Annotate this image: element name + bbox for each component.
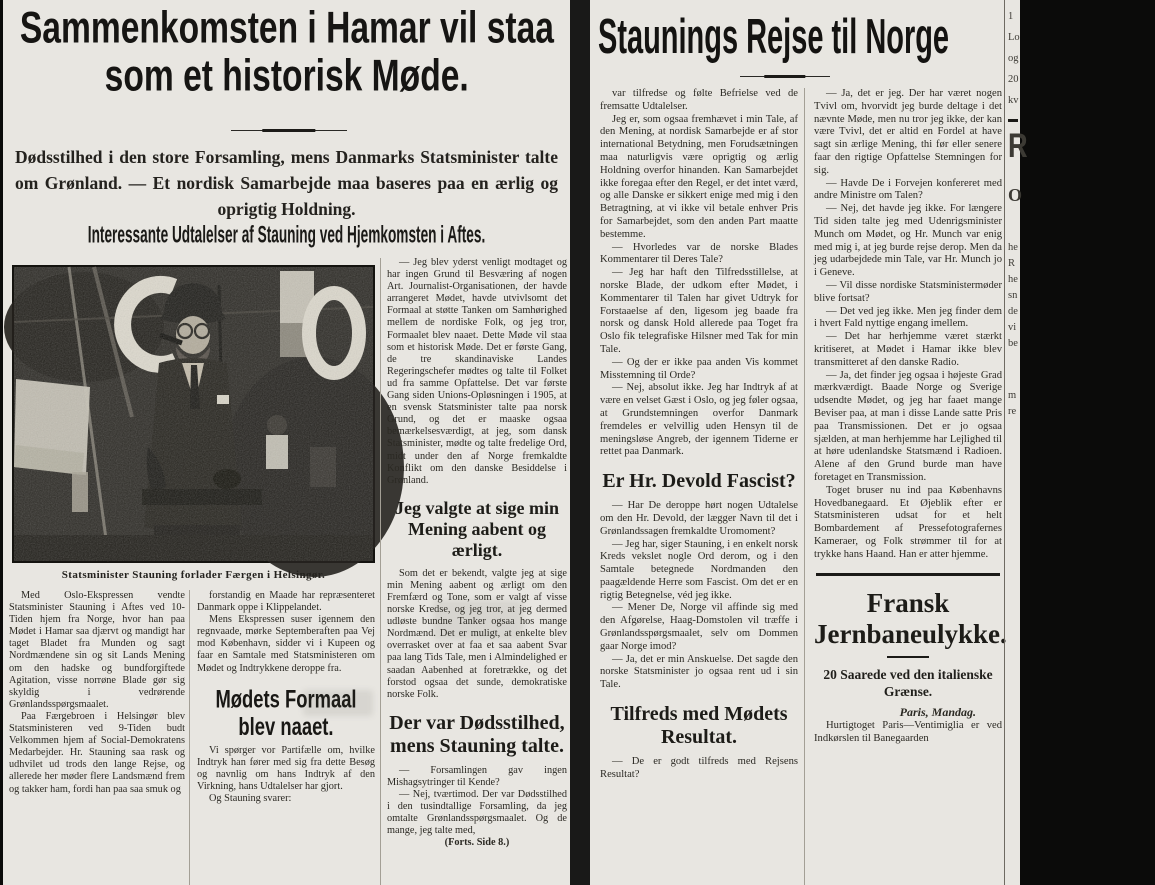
crosshead-dodsstilhed: Der var Dødsstilhed, mens Stauning talte. (389, 711, 565, 757)
photo-caption: Statsminister Stauning forlader Færgen i Helsingør. (61, 569, 326, 581)
paragraph: — Har De deroppe hørt nogen Udtalelse om den Hr. Devold, der lægger Navn til det i Grønlandssagen fremkaldte Uromoment? (600, 500, 798, 537)
paragraph: — Hvorledes var de norske Blades Kommentarer til Deres Tale? (600, 241, 798, 266)
page-fold-gutter (570, 0, 590, 885)
left-article-kicker: Interessante Udtalelser af Stauning ved Hjemkomsten i Aftes. (87, 220, 486, 248)
paragraph: forstandig en Maade har repræsenteret Danmark oppe i Klippelandet. (197, 590, 375, 614)
paragraph: — Ja, det finder jeg ogsaa i højeste Grad mærkværdigt. Baade Norge og Sverige udsendte Mødet, og jeg har faaet mange Beviser paa, at man i disse Lande satte Pris paa Transmissionen. Det er jo ogsaa sjælden, at man herhjemme har Lejlighed til at høre udenlandske Statsmænd i Radioen. Alene af den Grund burde man have foretaget en Transmission. (814, 369, 1002, 483)
edge-letter: O (1008, 185, 1023, 205)
paragraph: var tilfredse og følte Befrielse ved de fremsatte Udtalelser. (600, 88, 798, 112)
left-article-headline (3, 4, 570, 100)
left-article-kicker-row (3, 222, 570, 248)
print-bleed-artifact (433, 600, 523, 640)
headline-divider (740, 76, 830, 77)
edge-fragment: 1 Lo og 20 kv (1008, 11, 1020, 106)
paragraph: — Nej, absolut ikke. Jeg har Indtryk af at være en velset Gæst i Oslo, og jeg føler ogsaa, at Grundstemningen overfor Danmark fremdeles er velvillig uden Hensyn til de meningsløse Angreb, der igennem Tiderne er rettet paa Danmark. (600, 382, 798, 458)
paragraph: — Nej, tværtimod. Der var Dødsstilhed i den tusindtallige Forsamling, da jeg omtalte Grønlandsspørgsmaalet. Og de mange, jeg talte med, (387, 789, 567, 837)
crosshead-tilfreds-resultat: Tilfreds med Mødets Resultat. (610, 703, 788, 749)
edge-headline-letter: R (1008, 127, 1028, 165)
right-article-column-1 (600, 88, 798, 782)
left-article-column-3 (387, 257, 567, 849)
paragraph: — Vil disse nordiske Statsministermøder blive fortsat? (814, 279, 1002, 304)
paragraph: — Forsamlingen gav ingen Mishagsytringer til Kende? (387, 764, 567, 788)
print-bleed-artifact (303, 690, 373, 716)
paragraph: Vi spørger vor Partifælle om, hvilke Indtryk han fører med sig fra dette Besøg og navnlig om hans Indtryk af den Virkning, hans Udtalelser har gjort. (197, 744, 375, 792)
paragraph: Mens Ekspressen suser igennem den regnvaade, mørke Septemberaften paa Vej mod København, sidder vi i Kupeen og faar en Samtale med Statsministeren om Mødet og Indtrykkene deroppe fra. (197, 614, 375, 674)
paragraph: — Nej, det havde jeg ikke. For længere Tid siden talte jeg med Udenrigsminister Munch om Mødet, og Hr. Munch var enig med mig i, at jeg burde rejse derop. Men da jeg udarbejdede min Tale, var Hr. Munch jo i Geneve. (814, 203, 1002, 279)
paragraph: — De er godt tilfreds med Rejsens Resultat? (600, 756, 798, 780)
edge-fragment: m re (1008, 390, 1017, 417)
column-rule (380, 258, 381, 885)
french-article-headline: Fransk Jernbaneulykke. (814, 588, 1007, 650)
headline-line-1: Sammenkomsten i Hamar vil staa (19, 3, 554, 53)
paragraph: — Det har herhjemme været stærkt kritiseret, at Mødet i Hamar ikke blev transmitteret af den danske Radio. (814, 331, 1002, 368)
left-newspaper-page (3, 0, 570, 885)
paragraph: Jeg er, som ogsaa fremhævet i min Tale, af den Mening, at nordisk Samarbejde er af stor international Betydning, men Forudsætningen maa naturligvis være oprigtig og ærlig Holdning overfor hinanden. Kan Samarbejdet ikke foregaa efter den Regel, er det intet værd, og alle Danske er sikkert enige med mig i den Betragtning, at vi ikke vil betale enhver Pris for Samarbejdet, som den anden Part maatte bestemme. (600, 113, 798, 240)
continuation-note: (Forts. Side 8.) (444, 837, 510, 849)
paragraph: — Og der er ikke paa anden Vis kommet Misstemning til Orde? (600, 356, 798, 381)
edge-fragment: he R he sn de vi be (1008, 242, 1018, 349)
crosshead-devold-fascist: Er Hr. Devold Fascist? (602, 470, 796, 493)
column-rule (804, 88, 805, 885)
headline-dash (887, 656, 929, 658)
paragraph: — Det ved jeg ikke. Men jeg finder dem i hvert Fald nyttige engang imellem. (814, 305, 1002, 330)
headline-divider (231, 130, 347, 131)
paragraph: — Havde De i Forvejen konfereret med andre Ministre om Talen? (814, 177, 1002, 202)
crosshead-modets-formaal: Mødets Formaal blev naaet. (215, 684, 357, 741)
article-separator-rule (816, 573, 1000, 576)
right-newspaper-page (590, 0, 1028, 885)
paragraph: — Jeg har, siger Stauning, i en enkelt norsk Kreds vekslet nogle Ord derom, og i den Samtale betegnede Nordmanden den paagældende Herre som Fascist. Om det er en rigtig Betegnelse, véd jeg ikke. (600, 538, 798, 601)
right-article-headline: Staunings Rejse til Norge (598, 8, 950, 64)
paragraph: Som det er bekendt, valgte jeg at sige min Mening aabent og ærligt om den Fremfærd og Tone, som er valgt af visse norske Kredse, og jeg tror, at jeg dermed udløste bundne Tanker ogsaa hos mange Nordmænd. Det er muligt, at enkelte blev overrasket over at faa et saa aabent Svar paa lang Tids Tale, men i Almindelighed er saadan Aabenhed at foretrække, og det forstod ogsaa det sunde, demokratiske norske Folk. (387, 567, 567, 700)
paragraph: — Ja, det er jeg. Der har været nogen Tvivl om, hvorvidt jeg burde deltage i det nævnte Møde, men nu tror jeg ikke, der kan være Tvivl, det er altid en Fordel at have sagt sin ærlige Mening, thi før eller senere faar den rigtige Opfattelse Stemningen for sig. (814, 88, 1002, 176)
cut-off-edge-column (1004, 0, 1028, 885)
stauning-ferry-photo (12, 265, 375, 563)
french-article-subhead: 20 Saarede ved den italienske Grænse. (823, 667, 993, 700)
right-article-column-2 (814, 88, 1007, 746)
paragraph: Toget bruser nu ind paa Københavns Hovedbanegaard. Et Øjeblik efter er Statsministeren udsat for et helt Bombardement af Pressefotografernes Kameraer, og Folk strømmer til for at trykke hans Haand. Han er atter hjemme. (814, 484, 1002, 560)
paragraph: — Ja, det er min Anskuelse. Det sagde den norske Statsminister jo ogsaa rent ud i sin Tale. (600, 653, 798, 691)
column-rule (189, 590, 190, 885)
paragraph: — Jeg har haft den Tilfredsstillelse, at norske Blade, der udkom efter Mødet, i Kommentarer til Talen har givet Udtryk for Forstaaelse af den, ligesom jeg baade fra norsk og dansk Hold allerede paa Toget fra Oslo fik telegrafiske Hilsner med Tak for min Tale. (600, 267, 798, 355)
paragraph: Og Stauning svarer: (209, 793, 292, 805)
crosshead-jeg-valgte: Jeg valgte at sige min Mening aabent og ærligt. (395, 497, 559, 560)
photo-illustration (14, 267, 373, 561)
edge-dash (1008, 119, 1018, 122)
paragraph: Paa Færgebroen i Helsingør blev Statsministeren ved 9-Tiden budt Velkommen hjem af Social-Demokratens Medarbejder. Hr. Stauning saa rask og udhvilet ud trods den lange Rejse, og allerede her møder flere Landsmænd frem og takker ham, fordi han paa saa smuk og (9, 710, 185, 795)
left-article-column-1 (9, 590, 185, 796)
dateline: Paris, Mandag. (899, 705, 976, 720)
paragraph: — Mener De, Norge vil affinde sig med den Afgørelse, Haag-Domstolen vil træffe i Grønlandsspørgsmaalet, selv om Dommen gaar Norge imod? (600, 602, 798, 652)
paragraph: — Jeg blev yderst venligt modtaget og har ingen Grund til Besværing af nogen Art. Journalist-Organisationen, der havde arrangeret Mødet, havde utvivlsomt det Formaal at støtte Tanken om Samhørighed mellem de nordiske Folk, og jeg tror, Formaalet blev naaet. Dette Møde vil staa som et historisk Møde. Det er første Gang, de tre skandinaviske Landes Regeringschefer mødtes og talte til Folket ud fra samme Opfattelse. Det var første Gang siden Unions-Opløsningen i 1905, at en svensk Statsminister talte paa norsk Grund, og det er maaske ogsaa bemærkelsesværdigt, at jeg, som dansk Statsminister, mødte og talte fredelige Ord, midt under den af Norge fremkaldte Konflikt om den danske Besiddelse i Grønland. (387, 257, 567, 486)
paragraph: Med Oslo-Ekspressen vendte Statsminister Stauning i Aftes ved 10-Tiden hjem fra Norge, hvor han paa Mødet i Hamar saa djærvt og mandigt har taget Bladet fra Munden og sagt Nordmændene sin og sit Lands Mening om den hadske og bundforgiftede Agitation, visse norrøne Blade gør sig skyldig i vedrørende Grønlandsspørgsmaalet. (9, 590, 185, 710)
left-article-deck: Dødsstilhed i den store Forsamling, mens Danmarks Statsminister talte om Grønland. — Et nordisk Samarbejde maa baseres paa en ærlig og oprigtig Holdning. (15, 147, 558, 219)
headline-line-2: som et historisk Møde. (104, 51, 469, 101)
paragraph: Hurtigtoget Paris—Ventimiglia er ved Indkørslen til Banegaarden (814, 720, 1002, 745)
